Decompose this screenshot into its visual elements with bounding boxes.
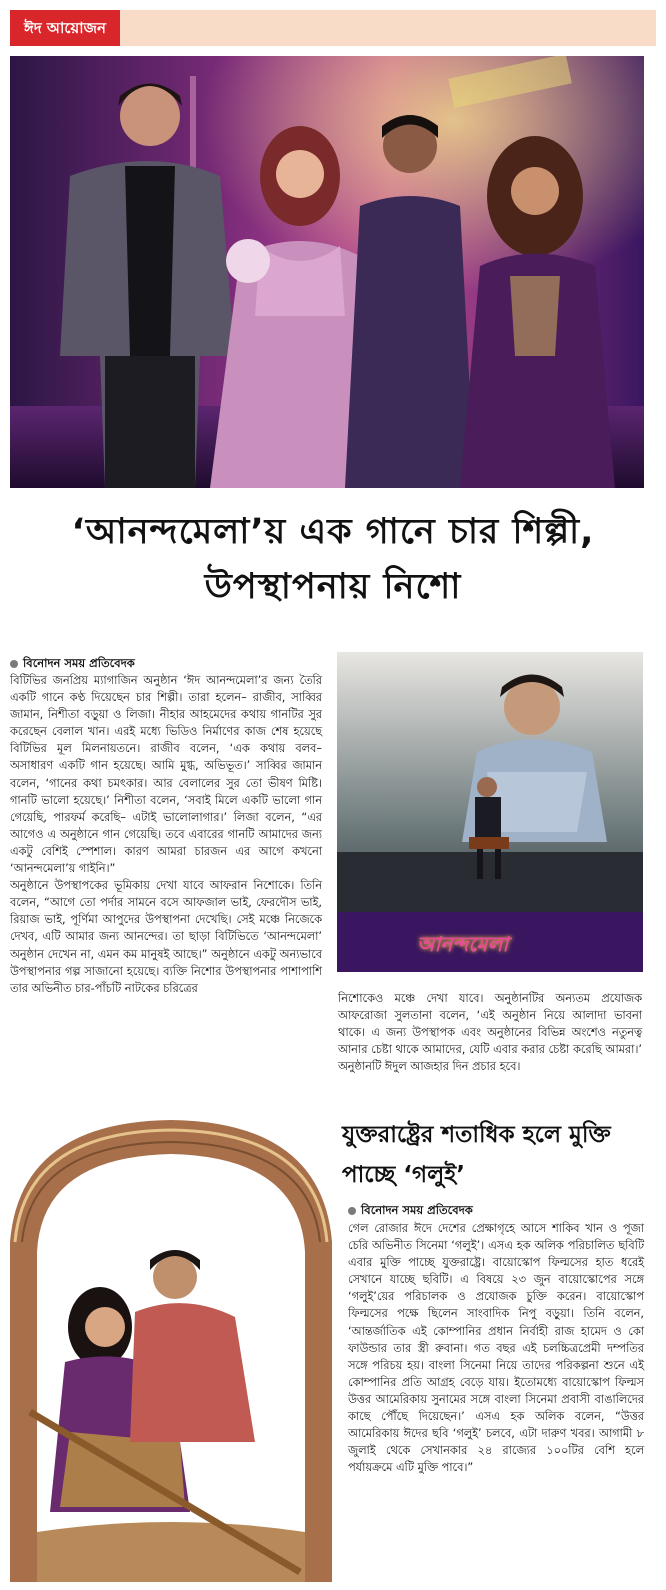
byline-bullet-icon bbox=[348, 1207, 356, 1215]
second-headline: যুক্তরাষ্ট্রের শতাধিক হলে মুক্তি পাচ্ছে ‘গলুই’ bbox=[342, 1122, 611, 1188]
lead-photo-illustration bbox=[10, 56, 644, 488]
second-story-paragraph: গেল রোজার ঈদে দেশের প্রেক্ষাগৃহে আসে শাকিব খান ও পূজা চেরি অভিনীত সিনেমা ‘গলুই’। এসএ হক অলিক পরিচালিত ছবিটি এবার মুক্তি পাচ্ছে যুক্তরাষ্ট্রে। বায়োস্কোপ ফিল্মসের হাত ধরেই সেখানে যাচ্ছে ছবিটি। এ বিষয়ে ২৩ জুন বায়োস্কোপের সঙ্গে ‘গলুই’য়ের পরিচালক ও প্রযোজক চুক্তি করেন। বায়োস্কোপ ফিল্মসের পক্ষে ছিলেন সাংবাদিক নিপু বড়ুয়া। তিনি বলেন, ‘আন্তর্জাতিক এই কোম্পানির প্রধান নির্বাহী রাজ হামেদ ও কো ফাউন্ডার তার স্ত্রী রুবানা। গত বছর এই চলচ্চিত্রপ্রেমী দম্পতির সঙ্গে পরিচয় হয়। বাংলা সিনেমা নিয়ে তাদের পরিকল্পনা শুনে এই কোম্পানির প্রতি আগ্রহ বেড়ে যায়। ইতোমধ্যে বায়োস্কোপ ফিল্মস উত্তর আমেরিকায় সুনামের সঙ্গে বাংলা সিনেমা প্রবাসী বাঙালিদের কাছে পৌঁছে দিয়েছেন।’ এসএ হক অলিক বলেন, “উত্তর আমেরিকায় ঈদের ছবি ‘গলুই’ চলবে, এটা দারুণ খবর। আগামী ৮ জুলাই থেকে সেখানকার ২৪ রাজ্যের ১০০টির বেশি হলে পর্যায়ক্রমে এটি মুক্তি পাবে।” bbox=[348, 1222, 644, 1475]
stage-photo-illustration bbox=[337, 652, 643, 972]
main-headline: ‘আনন্দমেলা’য় এক গানে চার শিল্পী, উপস্থাপনায় নিশো bbox=[71, 512, 595, 607]
main-story-paragraph: বিটিভির জনপ্রিয় ম্যাগাজিন অনুষ্ঠান ‘ঈদ আনন্দমেলা’র জন্য তৈরি একটি গানে কণ্ঠ দিয়েছেন চার শিল্পী। তারা হলেন– রাজীব, সাব্বির জামান, নিশীতা বড়ুয়া ও লিজা। নীহার আহমেদের কথায় গানটির সুর করেছেন বেলাল খান। এরই মধ্যে ভিডিও নির্মাণের কাজ শেষ হয়েছে বিটিভির মূল মিলনায়তনে। রাজীব বলেন, ‘এক কথায় বলব– অসাধারণ একটি গান হয়েছে। আমি মুগ্ধ, অভিভূত।’ সাব্বির জামান বলেন, ‘গানের কথা চমৎকার। আর বেলালের সুর তো ভীষণ মিষ্টি। গানটি ভালো হয়েছে।’ নিশীতা বলেন, ‘সবাই মিলে একটি ভালো গান গেয়েছি, পারফর্ম করেছি– এটাই ভালোলাগার।’ লিজা বলেন, “এর আগেও এ অনুষ্ঠানে গান গেয়েছি। তবে এবারের গানটি আমাদের জন্য একটু বেশিই স্পেশাল। কারণ আমরা চারজন এর আগে কখনো ‘আনন্দমেলা’য় গাইনি।” bbox=[10, 674, 322, 876]
second-byline-text: বিনোদন সময় প্রতিবেদক bbox=[361, 1203, 473, 1217]
main-story-continuation: নিশোকেও মঞ্চে দেখা যাবে। অনুষ্ঠানটির অন্যতম প্রযোজক আফরোজা সুলতানা বলেন, ‘এই অনুষ্ঠান নিয়ে আলাদা ভাবনা থাকে। এ জন্য উপস্থাপক এবং অনুষ্ঠানের বিভিন্ন অংশেও নতুনত্ব আনার চেষ্টা থাকে আমাদের, যেটি এবার করার চেষ্টা করেছি আমরা।’ অনুষ্ঠানটি ঈদুল আজহার দিন প্রচার হবে। bbox=[338, 992, 642, 1074]
main-byline bbox=[10, 656, 135, 671]
second-story-body bbox=[348, 1220, 644, 1476]
section-tag: ঈদ আয়োজন bbox=[10, 10, 120, 46]
boat-photo-illustration bbox=[10, 1112, 332, 1582]
main-story-body bbox=[10, 672, 322, 997]
stage-logo: আনন্দমেলা bbox=[417, 932, 509, 956]
stage-photo bbox=[337, 652, 643, 972]
lead-photo bbox=[10, 56, 644, 488]
boat-photo bbox=[10, 1112, 332, 1582]
second-byline bbox=[348, 1203, 473, 1218]
byline-bullet-icon bbox=[10, 660, 18, 668]
main-byline-text: বিনোদন সময় প্রতিবেদক bbox=[23, 656, 135, 670]
main-story-paragraph: অনুষ্ঠানে উপস্থাপকের ভূমিকায় দেখা যাবে আফরান নিশোকে। তিনি বলেন, “আগে তো পর্দার সামনে বসে আফজাল ভাই, ফেরদৌস ভাই, রিয়াজ ভাই, পূর্ণিমা আপুদের উপস্থাপনা দেখেছি। সেই মঞ্চে নিজেকে দেখব, এটি আমার জন্য আনন্দের। তা ছাড়া বিটিভিতে ‘আনন্দমেলা’ অনুষ্ঠান দেখেন না, এমন কম মানুষই আছে।” অনুষ্ঠানে একটু অন্যভাবে উপস্থাপনার গল্প সাজানো হয়েছে। ব্যক্তি নিশোর উপস্থাপনার পাশাপাশি তার অভিনীত চার-পাঁচটি নাটকের চরিত্রের bbox=[10, 879, 322, 995]
